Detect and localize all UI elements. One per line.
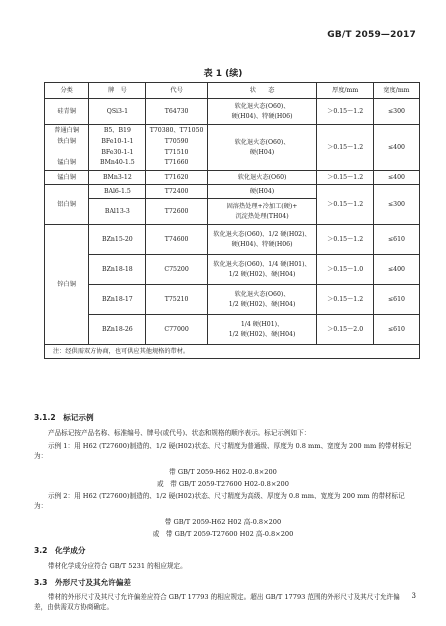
- example-1: 示例 1：用 H62 (T27600)制造的、1/2 硬(H02)状态、尺寸精度为普通级、厚度为 0.8 mm、宽度为 200 mm 的带材标记为：: [34, 442, 412, 461]
- cell: [146, 125, 207, 171]
- cell: BZn15-20: [89, 225, 146, 255]
- cell: 固溶热处理+冷加工(硬)+ 沉淀热处理(TH04): [207, 199, 317, 225]
- cell: 软化退火态(O60)、 1/2 硬(H02)、硬(H04): [207, 285, 317, 315]
- cell: ≤400: [373, 171, 419, 185]
- cell: ＞0.15～1.2: [317, 285, 374, 315]
- cell: T64730: [146, 99, 207, 125]
- cell: ＞0.15～2.0: [317, 315, 374, 345]
- col-grade: 牌 号: [89, 83, 146, 99]
- cell-line: 铁白铜: [57, 137, 76, 145]
- table-note: 注：经供需双方协商，也可供应其他规格的带材。: [45, 345, 420, 359]
- cell: 硬(H04): [207, 185, 317, 199]
- col-code: 代号: [146, 83, 207, 99]
- cell: BZn18-18: [89, 255, 146, 285]
- spec-table: [44, 82, 420, 359]
- cell: 1/4 硬(H01)、 1/2 硬(H02)、硬(H04): [207, 315, 317, 345]
- cell: [89, 125, 146, 171]
- cell: 软化退火态(O60)、1/4 硬(H01)、 1/2 硬(H02)、硬(H04): [207, 255, 317, 285]
- cell: ＞0.15～1.2: [317, 125, 374, 171]
- table-caption: 表 1 (续): [203, 69, 243, 79]
- cell: T74600: [146, 225, 207, 255]
- paragraph: 带材化学成分应符合 GB/T 5231 的相应规定。: [48, 562, 187, 570]
- cell: ＞0.15～1.2: [317, 171, 374, 185]
- standard-number: GB/T 2059—2017: [327, 30, 416, 40]
- section-heading-3-3: 3.3 外形尺寸及其允许偏差: [34, 578, 131, 587]
- example-2-mark-a: 带 GB/T 2059-H62 H02 高-0.8×200: [164, 518, 282, 526]
- section-heading-3-1-2: 3.1.2 标记示例: [34, 413, 94, 422]
- example-1-mark-a: 带 GB/T 2059-H62 H02-0.8×200: [169, 468, 277, 476]
- cell: ＞0.15～1.2: [317, 185, 374, 225]
- cell: 锌白铜: [45, 225, 89, 345]
- cell: QSi3-1: [89, 99, 146, 125]
- cell: 软化退火态(O60)、 硬(H04): [207, 125, 317, 171]
- cell: 锰白铜: [45, 171, 89, 185]
- cell: ≤300: [373, 185, 419, 225]
- cell: 软化退火态(O60)、1/2 硬(H02)、 硬(H04)、特硬(H06): [207, 225, 317, 255]
- table-row: [45, 125, 420, 171]
- cell-line: BMn40-1.5: [100, 159, 135, 167]
- table-row: [45, 225, 420, 255]
- col-state: 状 态: [207, 83, 317, 99]
- page-number: 3: [411, 592, 416, 600]
- cell: C75200: [146, 255, 207, 285]
- cell: C77000: [146, 315, 207, 345]
- cell: ≤300: [373, 99, 419, 125]
- cell: 铝白铜: [45, 185, 89, 225]
- table-row: [45, 171, 420, 185]
- example-2: 示例 2：用 H62 (T27600)制造的、1/2 硬(H02)状态、尺寸精度为高级、厚度为 0.8 mm、宽度为 200 mm 的带材标记为：: [34, 492, 405, 511]
- cell: ≤400: [373, 125, 419, 171]
- table-header-row: [45, 83, 420, 99]
- cell-line: BFe10-1-1: [101, 137, 134, 145]
- table-row: [45, 99, 420, 125]
- cell: 软化退火态(O60): [207, 171, 317, 185]
- section-heading-3-2: 3.2 化学成分: [34, 546, 86, 555]
- cell-line: T71660: [164, 159, 189, 167]
- col-width: 宽度/mm: [373, 83, 419, 99]
- table-row: [45, 185, 420, 199]
- cell-line: T70590: [164, 137, 189, 145]
- table-row: [45, 285, 420, 315]
- cell: 软化退火态(O60)、 硬(H04)、特硬(H06): [207, 99, 317, 125]
- table-row: [45, 315, 420, 345]
- cell: T72400: [146, 185, 207, 199]
- cell: BMn3-12: [89, 171, 146, 185]
- cell: BAl13-3: [89, 199, 146, 225]
- col-category: 分类: [45, 83, 89, 99]
- example-2-mark-b: 或 带 GB/T 2059-T27600 H02 高-0.8×200: [152, 530, 294, 538]
- cell: T71620: [146, 171, 207, 185]
- paragraph: 产品标记按产品名称、标准编号、牌号(或代号)、状态和规格的顺序表示。标记示例如下：: [48, 429, 311, 437]
- cell-line: BFe30-1-1: [101, 148, 134, 156]
- cell: [45, 125, 89, 171]
- cell-line: T70380、T71050: [149, 127, 204, 135]
- cell: ≤610: [373, 285, 419, 315]
- cell: BAl6-1.5: [89, 185, 146, 199]
- cell: ≤610: [373, 315, 419, 345]
- table-note-row: [45, 345, 420, 359]
- cell: ≤400: [373, 255, 419, 285]
- cell: ＞0.15～1.0: [317, 255, 374, 285]
- cell: BZn18-17: [89, 285, 146, 315]
- cell-line: 锰白铜: [57, 159, 76, 167]
- cell: ≤610: [373, 225, 419, 255]
- table-row: [45, 255, 420, 285]
- cell-line: 普通白铜: [54, 127, 80, 135]
- col-thickness: 厚度/mm: [317, 83, 374, 99]
- cell: 硅青铜: [45, 99, 89, 125]
- cell: BZn18-26: [89, 315, 146, 345]
- cell: T72600: [146, 199, 207, 225]
- cell: ＞0.15～1.2: [317, 99, 374, 125]
- example-1-mark-b: 或 带 GB/T 2059-T27600 H02-0.8×200: [157, 480, 289, 488]
- paragraph: 带材的外形尺寸及其尺寸允许偏差应符合 GB/T 17793 的相应规定。超出 GB/T 17793 范围的外形尺寸及其尺寸允许偏差，由供需双方协商确定。: [34, 593, 400, 612]
- cell: ＞0.15～1.2: [317, 225, 374, 255]
- cell-line: T71510: [164, 148, 189, 156]
- cell-line: B5、B19: [103, 127, 131, 135]
- cell: T75210: [146, 285, 207, 315]
